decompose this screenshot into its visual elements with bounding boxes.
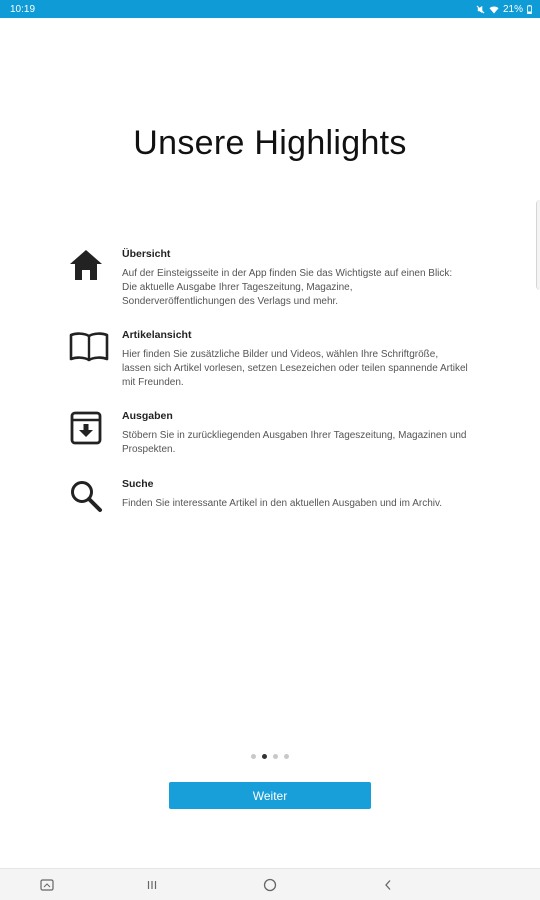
page-dot[interactable] (251, 754, 256, 759)
feature-title: Artikelansicht (122, 329, 192, 341)
battery-icon (527, 5, 532, 14)
continue-button[interactable]: Weiter (169, 782, 371, 809)
feature-description: Auf der Einsteigsseite in der App finden Sie das Wichtigste auf einen Blick: Die aktuelle Ausgabe Ihrer Tageszeitung, Magazine, Sonderveröffentlichungen des Verlags und mehr. (122, 268, 453, 307)
battery-level: 21% (502, 3, 523, 15)
status-indicators (476, 4, 532, 15)
wifi-icon (489, 5, 499, 14)
feature-title: Suche (122, 478, 154, 490)
feature-title: Übersicht (122, 248, 171, 260)
feature-article-view (68, 329, 468, 390)
feature-search (68, 478, 468, 514)
navigation-bar (0, 868, 540, 900)
screenshot-icon[interactable] (38, 876, 56, 894)
mute-icon (476, 5, 485, 14)
feature-issues (68, 410, 468, 457)
home-icon (68, 248, 112, 282)
page-dot[interactable] (262, 754, 267, 759)
book-icon (68, 329, 112, 363)
back-icon[interactable] (379, 876, 397, 894)
edge-panel-handle[interactable] (536, 200, 540, 290)
archive-download-icon (68, 410, 112, 446)
page-dot[interactable] (273, 754, 278, 759)
home-circle-icon[interactable] (261, 876, 279, 894)
feature-description: Finden Sie interessante Artikel in den aktuellen Ausgaben und im Archiv. (122, 498, 443, 509)
feature-description: Stöbern Sie in zurückliegenden Ausgaben Ihrer Tageszeitung, Magazinen und Prospekten. (122, 430, 467, 455)
status-time: 10:19 (10, 3, 36, 15)
status-bar (0, 0, 540, 18)
feature-description: Hier finden Sie zusätzliche Bilder und Videos, wählen Ihre Schriftgröße, lassen sich Artikel vorlesen, setzen Lesezeichen oder teilen spannende Artikel mit Freunden. (122, 349, 468, 388)
recent-apps-icon[interactable] (143, 876, 161, 894)
feature-overview (68, 248, 468, 309)
page-indicator (0, 754, 540, 759)
search-icon (68, 478, 112, 514)
page-title: Unsere Highlights (133, 124, 407, 162)
page-dot[interactable] (284, 754, 289, 759)
feature-title: Ausgaben (122, 410, 173, 422)
